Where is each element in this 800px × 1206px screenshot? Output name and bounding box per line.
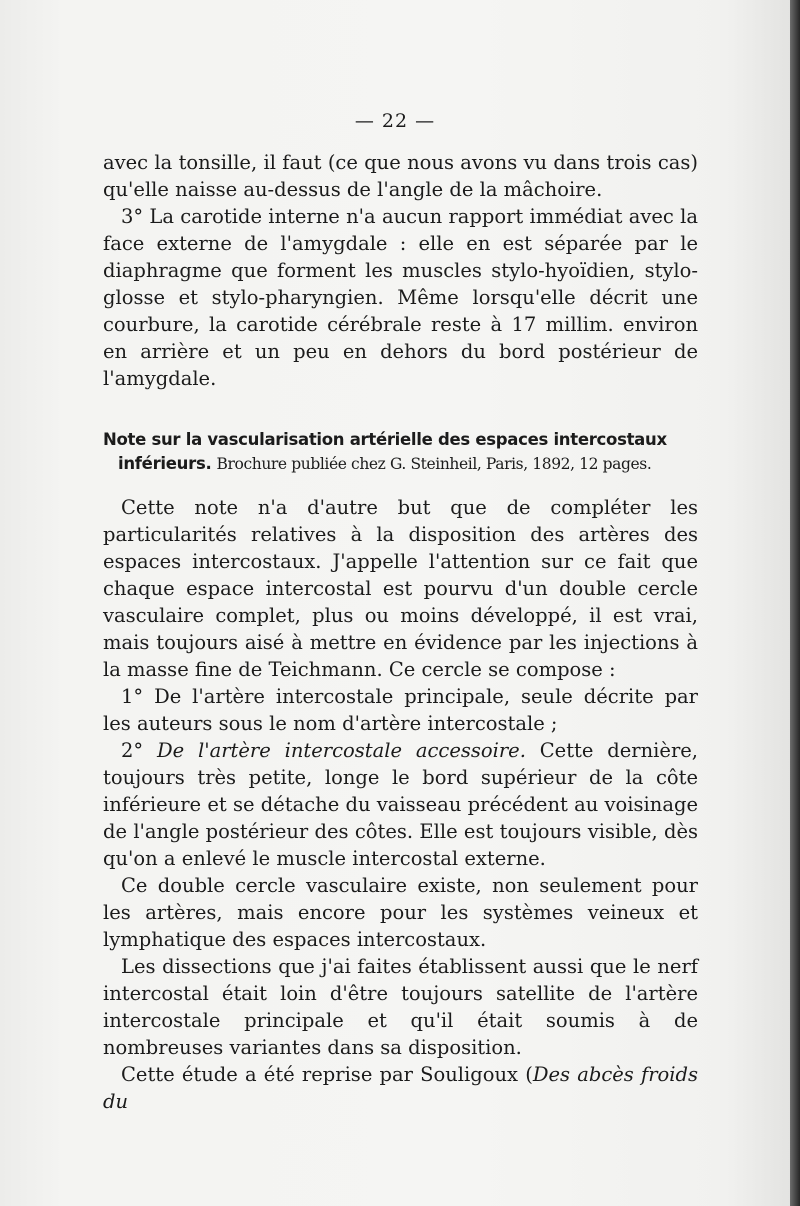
carotid-section	[103, 149, 698, 392]
note-title: Note sur la vascularisation artérielle des espaces intercostaux	[103, 430, 667, 449]
paragraph-carotid: 3° La carotide interne n'a aucun rapport immédiat avec la face externe de l'amygdale : elle en est séparée par le diaphragme que forment les muscles stylo-hyoïdien, stylo-glosse et stylo-pharyngien. Même lorsqu'elle décrit une courbure, la carotide cérébrale reste à 17 millim. environ en arrière et un peu en dehors du bord postérieur de l'amygdale.	[103, 205, 698, 390]
intercostal-section	[103, 494, 698, 1115]
list-number: 2°	[121, 739, 157, 762]
paragraph-souligoux	[103, 1061, 698, 1115]
page-edge-shadow	[790, 0, 800, 1206]
accessory-artery-title: De l'artère intercostale accessoire.	[157, 739, 526, 762]
note-reference: Brochure publiée chez G. Steinheil, Paris, 1892, 12 pages.	[216, 455, 652, 473]
paragraph-double-circle: Ce double cercle vasculaire existe, non seulement pour les artères, mais encore pour les systèmes veineux et lymphatique des espaces intercostaux.	[103, 874, 698, 951]
note-title-continuation	[103, 452, 701, 476]
souligoux-title: Des abcès froids du	[103, 1063, 698, 1113]
paragraph-intro: Cette note n'a d'autre but que de compléter les particularités relatives à la disposition des artères des espaces intercostaux. J'appelle l'attention sur ce fait que chaque espace intercostal est pourvu d'un double cercle vasculaire complet, plus ou moins développé, il est vrai, mais toujours aisé à mettre en évidence par les injections à la masse fine de Teichmann. Ce cercle se compose :	[103, 496, 698, 681]
note-title-end: inférieurs.	[118, 454, 212, 473]
note-heading	[103, 428, 701, 476]
paragraph-principal-artery: 1° De l'artère intercostale principale, seule décrite par les auteurs sous le nom d'artère intercostale ;	[103, 685, 698, 735]
souligoux-text: Cette étude a été reprise par Souligoux (	[121, 1063, 533, 1086]
paragraph-accessory-artery	[103, 737, 698, 872]
page-number: — 22 —	[354, 110, 436, 132]
paragraph-continuation: avec la tonsille, il faut (ce que nous avons vu dans trois cas) qu'elle naisse au-dessus de l'angle de la mâchoire.	[103, 151, 698, 201]
accessory-artery-description: Cette dernière, toujours très petite, longe le bord supérieur de la côte inférieure et se détache du vaisseau précédent au voisinage de l'angle postérieur des côtes. Elle est toujours visible, dès qu'on a enlevé le muscle intercostal externe.	[103, 739, 699, 870]
paragraph-dissections: Les dissections que j'ai faites établissent aussi que le nerf intercostal était loin d'être toujours satellite de l'artère intercostale principale et qu'il était soumis à de nombreuses variantes dans sa disposition.	[103, 955, 698, 1059]
